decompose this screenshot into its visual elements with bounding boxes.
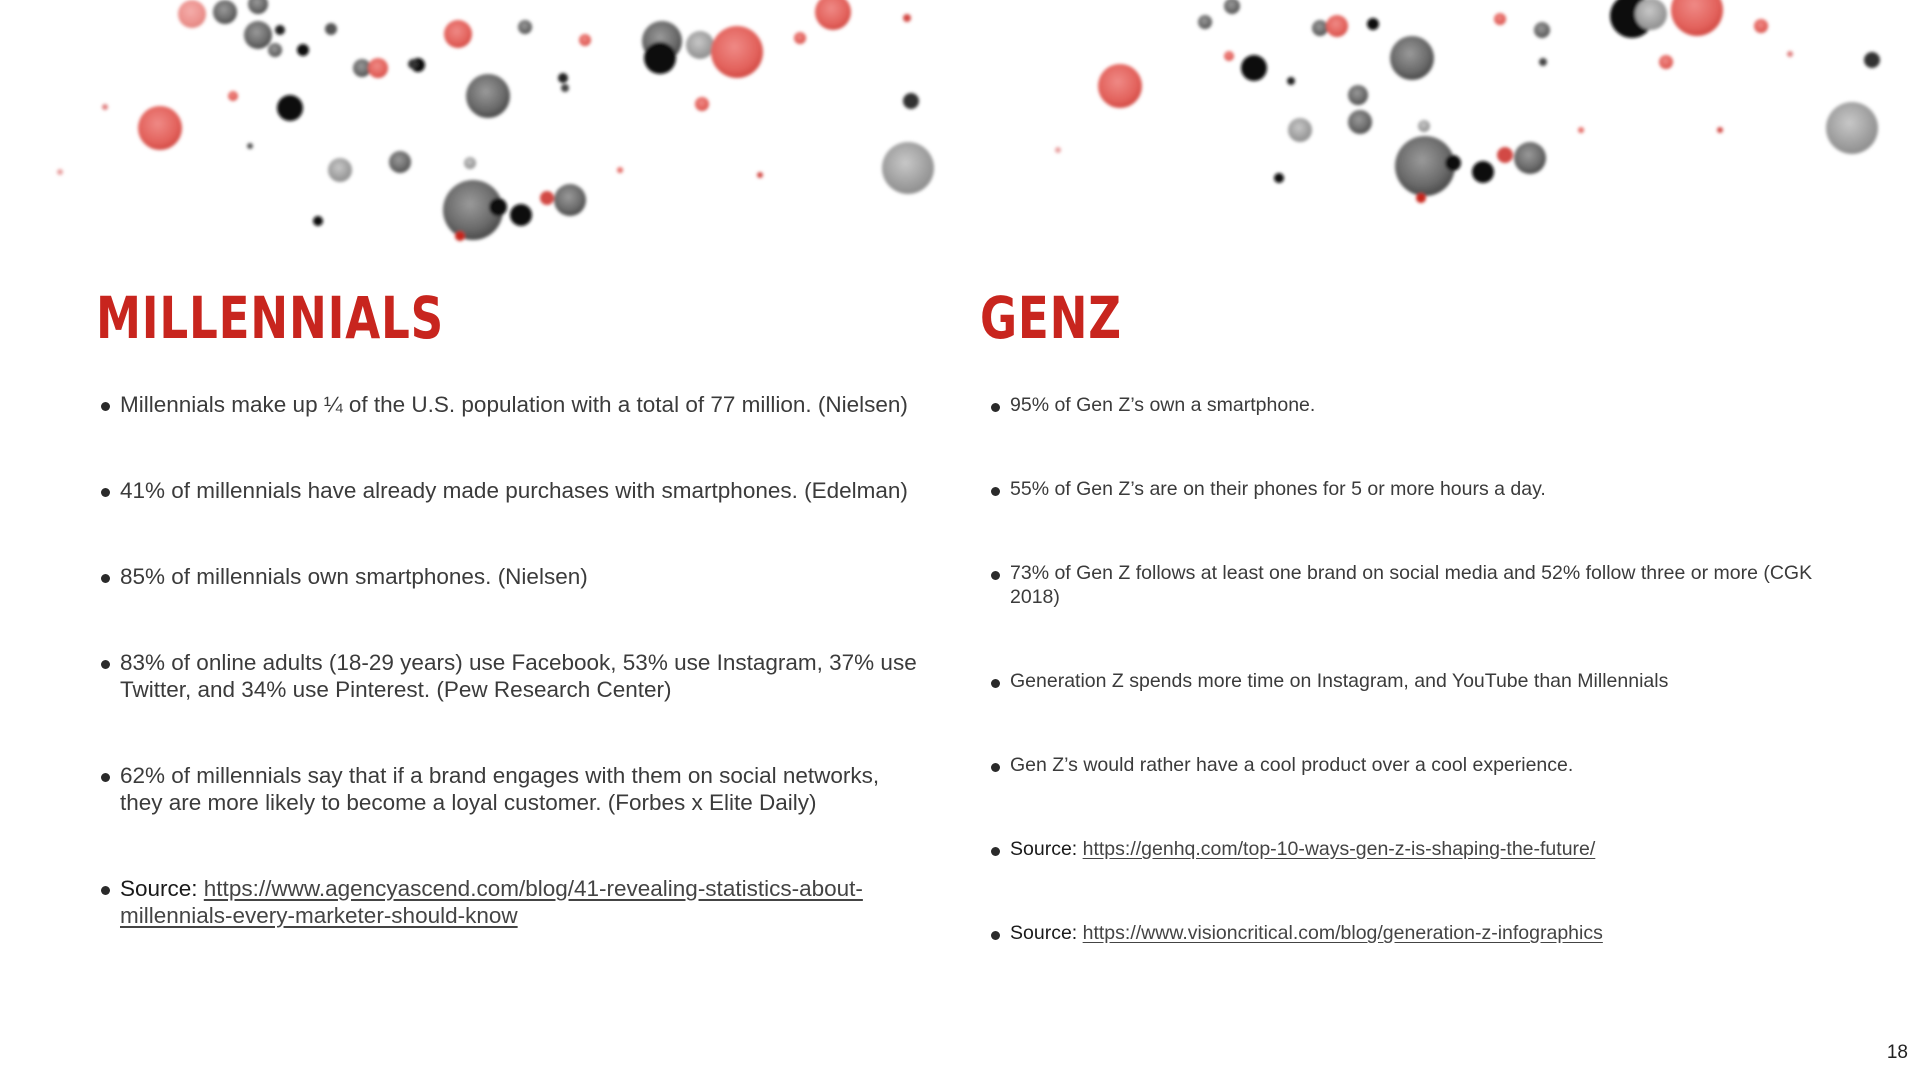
source-item: [97, 875, 927, 929]
list-item: Gen Z’s would rather have a cool product over a cool experience.: [987, 753, 1867, 777]
source-label: Source:: [1010, 922, 1083, 944]
list-item: 73% of Gen Z follows at least one brand on social media and 52% follow three or more (CGK 2018): [987, 561, 1867, 609]
list-item: Millennials make up ¼ of the U.S. population with a total of 77 million. (Nielsen): [97, 391, 927, 418]
source-item: [987, 921, 1867, 945]
list-item: 85% of millennials own smartphones. (Nielsen): [97, 563, 927, 590]
list-item: Generation Z spends more time on Instagram, and YouTube than Millennials: [987, 669, 1867, 693]
list-item: 41% of millennials have already made purchases with smartphones. (Edelman): [97, 477, 927, 504]
millennials-stats-list: [97, 391, 927, 988]
list-item: 83% of online adults (18-29 years) use Facebook, 53% use Instagram, 37% use Twitter, and 34% use Pinterest. (Pew Research Center): [97, 649, 927, 703]
list-item: 62% of millennials say that if a brand engages with them on social networks, they are more likely to become a loyal customer. (Forbes x Elite Daily): [97, 762, 927, 816]
list-item: 95% of Gen Z’s own a smartphone.: [987, 393, 1867, 417]
ink-splatter-decoration: [0, 0, 1920, 260]
millennials-heading: MILLENNIALS: [96, 284, 444, 352]
source-link[interactable]: https://www.agencyascend.com/blog/41-revealing-statistics-about-millennials-every-marketer-should-know: [120, 876, 863, 928]
source-item: [987, 837, 1867, 861]
genz-heading: GENZ: [980, 284, 1122, 352]
source-link[interactable]: https://www.visioncritical.com/blog/generation-z-infographics: [1082, 922, 1603, 944]
source-link[interactable]: https://genhq.com/top-10-ways-gen-z-is-shaping-the-future/: [1082, 838, 1596, 860]
list-item: 55% of Gen Z’s are on their phones for 5 or more hours a day.: [987, 477, 1867, 501]
page-number: 18: [1886, 1042, 1908, 1063]
genz-stats-list: [987, 393, 1867, 1005]
source-label: Source:: [1010, 838, 1083, 860]
source-label: Source:: [120, 876, 204, 901]
